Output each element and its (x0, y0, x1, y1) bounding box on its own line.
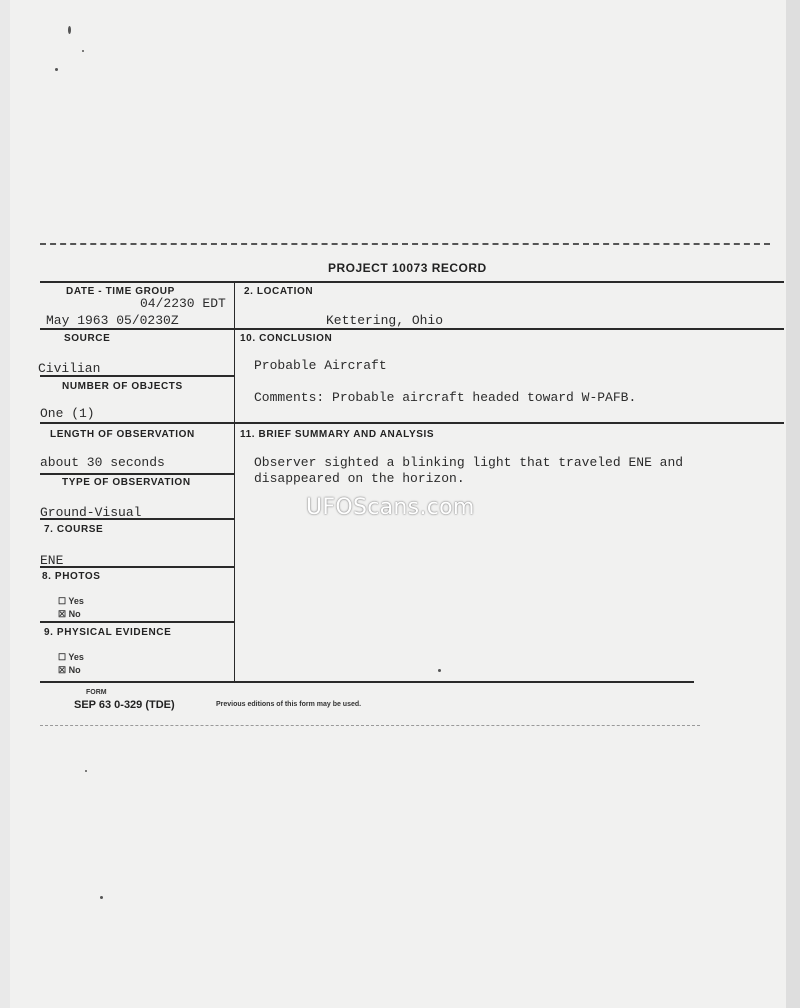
table-bottom-border (40, 681, 694, 683)
date-time-group-label: DATE - TIME GROUP (66, 286, 175, 297)
row-divider (40, 422, 784, 424)
scan-speck (85, 770, 87, 772)
summary-label: 11. BRIEF SUMMARY AND ANALYSIS (240, 429, 435, 440)
photos-no-checkbox: ☒ (58, 609, 67, 619)
row-divider (40, 621, 234, 623)
bottom-rule (40, 725, 700, 726)
photos-no-label: No (68, 609, 81, 619)
photos-label: 8. PHOTOS (42, 571, 101, 582)
watermark: UFOScans.com (306, 495, 475, 520)
type-of-observation-label: TYPE OF OBSERVATION (62, 477, 191, 488)
source-value: Civilian (38, 361, 101, 376)
physical-evidence-label: 9. PHYSICAL EVIDENCE (44, 627, 172, 638)
physical-evidence-no-checkbox: ☒ (58, 665, 67, 675)
scan-speck (100, 896, 103, 899)
photos-yes-label: Yes (68, 596, 84, 606)
footer-note: Previous editions of this form may be used. (216, 701, 362, 708)
number-of-objects-value: One (1) (40, 406, 95, 421)
row-divider (40, 328, 784, 330)
photos-yes-checkbox: ☐ (58, 596, 67, 606)
top-rule (40, 243, 770, 245)
summary-line-1: Observer sighted a blinking light that traveled ENE and (254, 455, 684, 470)
row-divider (40, 566, 234, 568)
scan-speck (55, 68, 58, 71)
length-of-observation-label: LENGTH OF OBSERVATION (50, 429, 195, 440)
scan-speck (82, 50, 84, 52)
scan-speck (438, 669, 441, 672)
length-of-observation-value: about 30 seconds (40, 455, 165, 470)
row-divider (40, 473, 234, 475)
page-edge-shadow (786, 0, 800, 1008)
summary-line-2: disappeared on the horizon. (254, 471, 465, 486)
table-column-divider (234, 282, 235, 682)
course-label: 7. COURSE (44, 524, 104, 535)
conclusion-value: Probable Aircraft (254, 358, 387, 373)
date-time-local: 04/2230 EDT (140, 296, 226, 311)
physical-evidence-yes-checkbox: ☐ (58, 652, 67, 662)
location-label: 2. LOCATION (244, 286, 314, 297)
source-label: SOURCE (64, 333, 111, 344)
conclusion-comments: Comments: Probable aircraft headed toward W-PAFB. (254, 390, 637, 405)
physical-evidence-yes-option (58, 652, 84, 663)
photos-yes-option (58, 596, 84, 607)
footer-form-word: FORM (86, 689, 107, 696)
physical-evidence-no-label: No (68, 665, 81, 675)
scan-speck (68, 26, 71, 34)
course-value: ENE (40, 553, 64, 568)
table-top-border (40, 281, 784, 283)
date-time-gmt: May 1963 05/0230Z (46, 313, 179, 328)
type-of-observation-value: Ground-Visual (40, 505, 142, 520)
physical-evidence-yes-label: Yes (68, 652, 84, 662)
conclusion-label: 10. CONCLUSION (240, 333, 333, 344)
photos-no-option (58, 609, 81, 620)
location-value: Kettering, Ohio (326, 313, 444, 328)
physical-evidence-no-option (58, 665, 81, 676)
number-of-objects-label: NUMBER OF OBJECTS (62, 381, 183, 392)
record-title: PROJECT 10073 RECORD (328, 261, 487, 275)
footer-form-id: SEP 63 0-329 (TDE) (74, 699, 175, 711)
